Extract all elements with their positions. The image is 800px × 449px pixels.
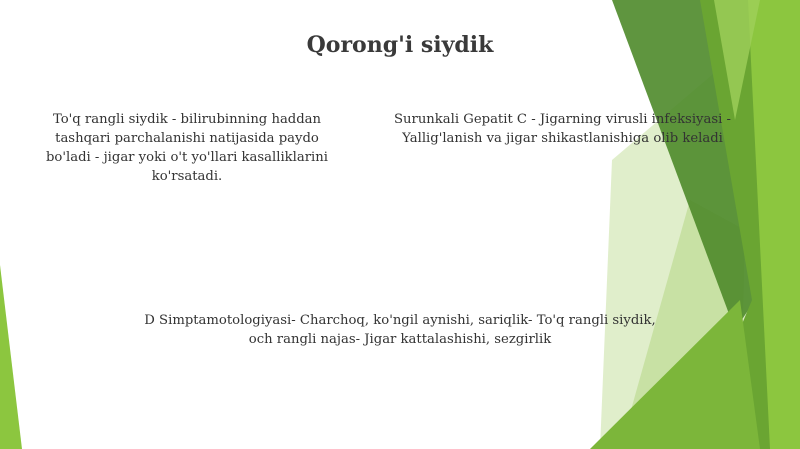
bottom-text-line: och rangli najas- Jigar kattalashishi, sezgirlik (248, 332, 552, 347)
left-text-line: ko'rsatadi. (151, 169, 223, 184)
slide-title: Qorong'i siydik (306, 32, 494, 58)
left-text-line: To'q rangli siydik - bilirubinning haddan (52, 112, 322, 127)
right-text-line: Surunkali Gepatit C - Jigarning virusli infeksiyasi - (393, 112, 731, 127)
right-text-line: Yallig'lanish va jigar shikastlanishiga olib keladi (402, 131, 723, 146)
bottom-text-block (80, 311, 720, 349)
left-text-line: tashqari parchalanishi natijasida paydo (55, 131, 319, 146)
left-green-strip (0, 265, 22, 449)
left-text-block (22, 110, 352, 186)
bottom-text-line: D Simptamotologiyasi- Charchoq, ko'ngil aynishi, sariqlik- To'q rangli siydik, (144, 313, 656, 328)
left-text-line: bo'ladi - jigar yoki o't yo'llari kasalliklarini (45, 150, 328, 165)
right-text-block (370, 110, 755, 148)
